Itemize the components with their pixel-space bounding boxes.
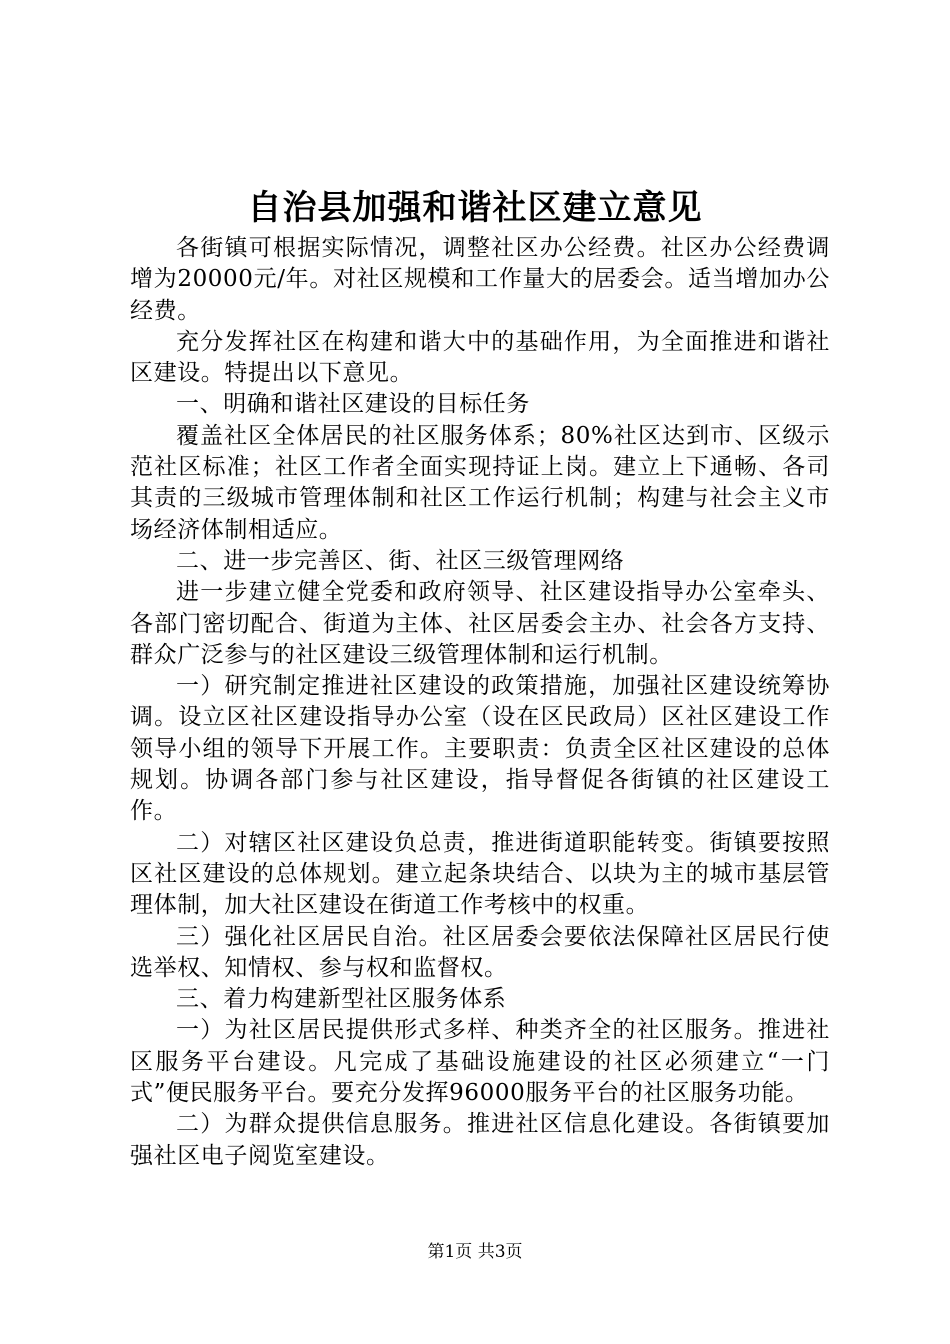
- paragraph: 各街镇可根据实际情况，调整社区办公经费。社区办公经费调增为20000元/年。对社区规模和工作量大的居委会。适当增加办公经费。: [130, 235, 830, 324]
- section-heading: 三、着力构建新型社区服务体系: [176, 986, 507, 1013]
- paragraph: 覆盖社区全体居民的社区服务体系；80%社区达到市、区级示范社区标准；社区工作者全面实现持证上岗。建立上下通畅、各司其责的三级城市管理体制和社区工作运行机制；构建与社会主义市场经济体制相适应。: [130, 422, 830, 543]
- section-heading: 一、明确和谐社区建设的目标任务: [176, 391, 530, 418]
- document-title: 自治县加强和谐社区建立意见: [247, 188, 703, 228]
- paragraph: 二）为群众提供信息服务。推进社区信息化建设。各街镇要加强社区电子阅览室建设。: [130, 1111, 830, 1169]
- section-heading: 二、进一步完善区、街、社区三级管理网络: [176, 547, 625, 574]
- page-footer: 第1页 共3页: [427, 1242, 523, 1262]
- paragraph: 三）强化社区居民自治。社区居委会要依法保障社区居民行使选举权、知情权、参与权和监督权。: [130, 923, 830, 981]
- paragraph: 充分发挥社区在构建和谐大中的基础作用，为全面推进和谐社区建设。特提出以下意见。: [130, 328, 830, 387]
- document-body: [130, 233, 830, 1172]
- paragraph: 进一步建立健全党委和政府领导、社区建设指导办公室牵头、各部门密切配合、街道为主体、社区居委会主办、社会各方支持、群众广泛参与的社区建设三级管理体制和运行机制。: [130, 579, 830, 668]
- paragraph: 二）对辖区社区建设负总责，推进街道职能转变。街镇要按照区社区建设的总体规划。建立起条块结合、以块为主的城市基层管理体制，加大社区建设在街道工作考核中的权重。: [130, 829, 830, 919]
- paragraph: 一）为社区居民提供形式多样、种类齐全的社区服务。推进社区服务平台建设。凡完成了基础设施建设的社区必须建立“一门式”便民服务平台。要充分发挥96000服务平台的社区服务功能。: [130, 1017, 830, 1107]
- paragraph: 一）研究制定推进社区建设的政策措施，加强社区建设统筹协调。设立区社区建设指导办公室（设在区民政局）区社区建设工作领导小组的领导下开展工作。主要职责：负责全区社区建设的总体规划。协调各部门参与社区建设，指导督促各街镇的社区建设工作。: [130, 673, 830, 825]
